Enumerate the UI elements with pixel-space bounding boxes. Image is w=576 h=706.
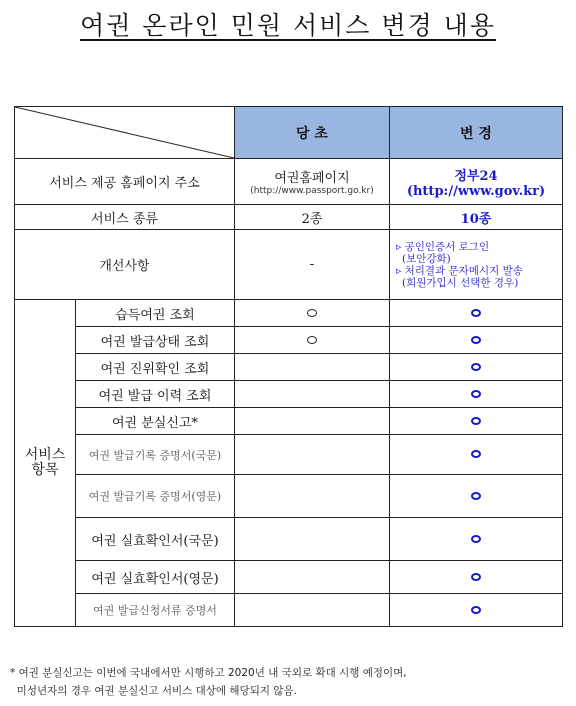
row-before-mark bbox=[235, 518, 390, 561]
site-before-cell bbox=[235, 159, 390, 205]
page-title bbox=[0, 6, 576, 42]
row-name: 여권 실효확인서(영문) bbox=[76, 561, 235, 594]
footnote-line-2: 미성년자의 경우 여권 분실신고 서비스 대상에 해당되지 않음. bbox=[10, 685, 297, 697]
table-row bbox=[15, 518, 563, 561]
row-name: 여권 발급신청서류 증명서 bbox=[76, 594, 235, 627]
table-row bbox=[15, 327, 563, 354]
header-after: 변 경 bbox=[390, 107, 563, 159]
row-after-mark bbox=[390, 327, 563, 354]
site-label: 서비스 제공 홈페이지 주소 bbox=[15, 159, 235, 205]
row-name: 여권 분실신고* bbox=[76, 408, 235, 435]
site-after-name: 정부24 bbox=[454, 168, 498, 184]
group-label-cell bbox=[15, 300, 76, 627]
row-before-mark bbox=[235, 435, 390, 475]
improve-item-2-sub: (회원가입시 선택한 경우) bbox=[402, 276, 519, 289]
site-after-cell bbox=[390, 159, 563, 205]
diagonal-header-cell bbox=[15, 107, 235, 159]
row-before-mark bbox=[235, 594, 390, 627]
row-name: 습득여권 조회 bbox=[76, 300, 235, 327]
types-before: 2종 bbox=[235, 205, 390, 230]
row-before-mark bbox=[235, 561, 390, 594]
site-before-url: (http://www.passport.go.kr) bbox=[250, 186, 374, 196]
row-name: 여권 실효확인서(국문) bbox=[76, 518, 235, 561]
service-change-table bbox=[14, 106, 563, 627]
table-row bbox=[15, 475, 563, 518]
types-after: 10종 bbox=[390, 205, 563, 230]
row-after-mark bbox=[390, 561, 563, 594]
circle-mark-icon bbox=[471, 573, 481, 581]
row-before-mark bbox=[235, 381, 390, 408]
header-before: 당 초 bbox=[235, 107, 390, 159]
circle-mark-icon bbox=[471, 417, 481, 425]
types-label: 서비스 종류 bbox=[15, 205, 235, 230]
row-name: 여권 발급상태 조회 bbox=[76, 327, 235, 354]
circle-mark-icon bbox=[471, 535, 481, 543]
table-row bbox=[15, 354, 563, 381]
row-after-mark bbox=[390, 300, 563, 327]
row-name: 여권 발급 이력 조회 bbox=[76, 381, 235, 408]
circle-mark-icon bbox=[471, 390, 481, 398]
row-before-mark bbox=[235, 327, 390, 354]
improve-label: 개선사항 bbox=[15, 230, 235, 300]
table-row bbox=[15, 381, 563, 408]
row-name: 여권 발급기록 증명서(영문) bbox=[76, 475, 235, 518]
row-name: 여권 진위확인 조회 bbox=[76, 354, 235, 381]
page-title-text: 여권 온라인 민원 서비스 변경 내용 bbox=[80, 11, 496, 40]
row-before-mark bbox=[235, 475, 390, 518]
circle-mark-icon bbox=[471, 336, 481, 344]
diagonal-line bbox=[15, 107, 234, 158]
improve-item-1: ▹ 공인인증서 로그인 bbox=[396, 240, 490, 253]
circle-mark-icon bbox=[307, 336, 317, 344]
row-after-mark bbox=[390, 435, 563, 475]
group-label-line2: 항목 bbox=[31, 462, 59, 478]
row-name: 여권 발급기록 증명서(국문) bbox=[76, 435, 235, 475]
row-after-mark bbox=[390, 381, 563, 408]
circle-mark-icon bbox=[471, 309, 481, 317]
row-before-mark bbox=[235, 300, 390, 327]
site-after-url: (http://www.gov.kr) bbox=[406, 183, 546, 199]
row-after-mark bbox=[390, 518, 563, 561]
group-label-line1: 서비스 bbox=[24, 447, 66, 463]
row-after-mark bbox=[390, 475, 563, 518]
circle-mark-icon bbox=[471, 363, 481, 371]
improve-item-1-sub: (보안강화) bbox=[402, 252, 451, 265]
table-row bbox=[15, 435, 563, 475]
row-after-mark bbox=[390, 354, 563, 381]
table-row bbox=[15, 561, 563, 594]
row-after-mark bbox=[390, 408, 563, 435]
table-row bbox=[15, 594, 563, 627]
site-before-name: 여권홈페이지 bbox=[274, 171, 350, 186]
circle-mark-icon bbox=[471, 606, 481, 614]
improve-after-cell bbox=[390, 230, 563, 300]
footnote-line-1: * 여권 분실신고는 이번에 국내에서만 시행하고 2020년 내 국외로 확대 시행 예정이며, bbox=[10, 667, 407, 679]
footnote bbox=[10, 664, 576, 700]
improve-item-2: ▹ 처리결과 문자메시지 발송 bbox=[396, 264, 523, 277]
row-before-mark bbox=[235, 408, 390, 435]
row-after-mark bbox=[390, 594, 563, 627]
circle-mark-icon bbox=[307, 309, 317, 317]
circle-mark-icon bbox=[471, 492, 481, 500]
improve-before: - bbox=[235, 230, 390, 300]
table-row bbox=[15, 300, 563, 327]
row-before-mark bbox=[235, 354, 390, 381]
table-row bbox=[15, 408, 563, 435]
circle-mark-icon bbox=[471, 450, 481, 458]
